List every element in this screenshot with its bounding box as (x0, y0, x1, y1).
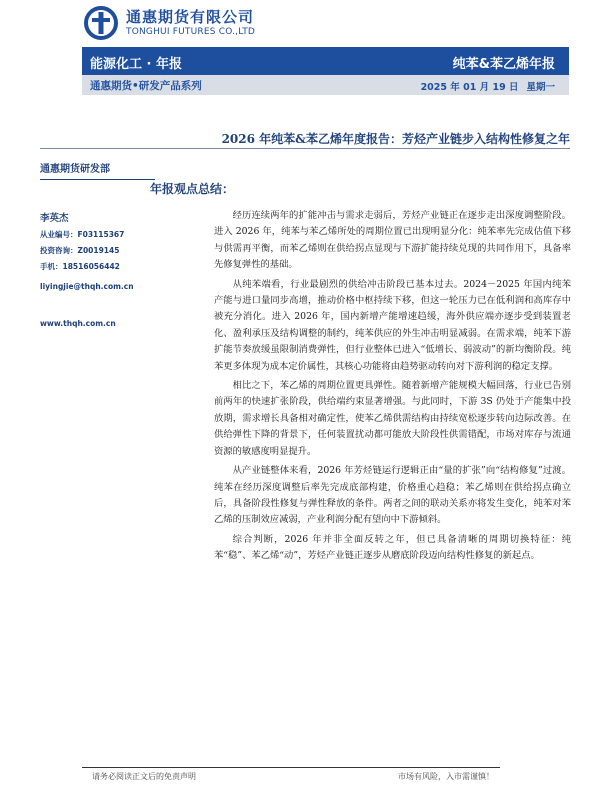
subheader-band (82, 75, 569, 95)
weekday-text: 星期一 (526, 82, 555, 93)
summary-paragraph: 综合判断，2026 年并非全面反转之年，但已具备清晰的周期切换特征：纯苯“稳”、苯乙烯“动”，芳烃产业链正逐步从磨底阶段迈向结构性修复的新起点。 (214, 533, 571, 562)
company-logo (84, 6, 304, 40)
summary-paragraph: 经历连续两年的扩能冲击与需求走弱后，芳烃产业链正在逐步走出深度调整阶段。进入 2026 年，纯苯与苯乙烯所处的周期位置已出现明显分化：纯苯率先完成估值下移与供需再平衡，而苯乙烯则在供给拐点显现与下游扩能持续兑现的共同作用下，具备率先修复弹性的基础。 (214, 210, 571, 271)
author-name: 李英杰 (40, 213, 69, 224)
summary-body (214, 208, 571, 568)
report-date (413, 79, 555, 93)
summary-paragraph: 从产业链整体来看，2026 年芳烃链运行逻辑正由“量的扩张”向“结构修复”过渡。纯苯在经历深度调整后率先完成底部构建，价格重心趋稳；苯乙烯则在供给拐点确立后，具备阶段性修复与弹性释放的条件。两者之间的联动关系亦将发生变化，纯苯对苯乙烯的压制效应减弱，产业利润分配有望向中下游倾斜。 (214, 465, 571, 526)
company-website[interactable]: www.thqh.com.cn (40, 319, 116, 328)
phone-row (40, 261, 170, 272)
section-label: 能源化工 · 年报 (90, 57, 182, 72)
company-name-en: TONGHUI FUTURES CO.,LTD (126, 27, 256, 37)
footer-divider (82, 767, 500, 768)
title-divider (40, 148, 570, 149)
author-email[interactable]: liyingjie@thqh.com.cn (40, 282, 134, 291)
report-title: 2026 年纯苯&苯乙烯年度报告：芳烃产业链步入结构性修复之年 (221, 132, 570, 146)
license-value: F03115367 (77, 230, 125, 239)
summary-heading: 年报观点总结： (150, 182, 235, 196)
company-name-cn: 通惠期货有限公司 (126, 8, 255, 26)
phone-value: 18516056442 (62, 262, 120, 271)
footer-risk-warning: 市场有风险，入市需谨慎！ (398, 772, 494, 781)
date-text: 2025 年 01 月 19 日 (420, 82, 519, 93)
summary-paragraph: 相比之下，苯乙烯的周期位置更具弹性。随着新增产能规模大幅回落，行业已告别前两年的快速扩张阶段，供给端约束显著增强。与此同时，下游 3S 仍处于产能集中投放期，需求增长具备相对确定性，使苯乙烯供需结构由持续宽松逐步转向边际改善。在供给弹性下降的背景下，任何装置扰动都可能放大阶段性供需错配，市场对库存与流通资源的敏感度明显提升。 (214, 380, 571, 457)
advisor-label: 投资咨询： (40, 246, 78, 255)
license-label: 从业编号： (40, 230, 78, 239)
advisor-row (40, 245, 170, 256)
report-type-label: 纯苯&苯乙烯年报 (452, 57, 555, 72)
logo-mark-icon (84, 6, 118, 40)
advisor-value: Z0019145 (77, 246, 120, 255)
footer-disclaimer: 请务必阅读正文后的免责声明 (92, 772, 196, 781)
series-label: 通惠期货•研发产品系列 (90, 80, 202, 92)
license-row (40, 229, 170, 240)
summary-paragraph: 从纯苯端看，行业最剧烈的供给冲击阶段已基本过去。2024－2025 年国内纯苯产能与进口量同步高增，推动价格中枢持续下移，但这一轮压力已在低利润和高库存中被充分消化。进入 2026 年，国内新增产能增速趋缓，海外供应端亦逐步受到装置老化、盈利承压及结构调整的制约，纯苯供应的外生冲击明显减弱。在需求端，纯苯下游扩能节奏放缓虽限制消费弹性，但行业整体已进入“低增长、弱波动”的新均衡阶段。纯苯更多体现为成本定价属性，其核心功能将由趋势驱动转向对下游利润的稳定支撑。 (214, 278, 571, 372)
phone-label: 手机： (40, 262, 63, 271)
header-band (82, 47, 569, 75)
department-name: 通惠期货研发部 (40, 160, 155, 180)
